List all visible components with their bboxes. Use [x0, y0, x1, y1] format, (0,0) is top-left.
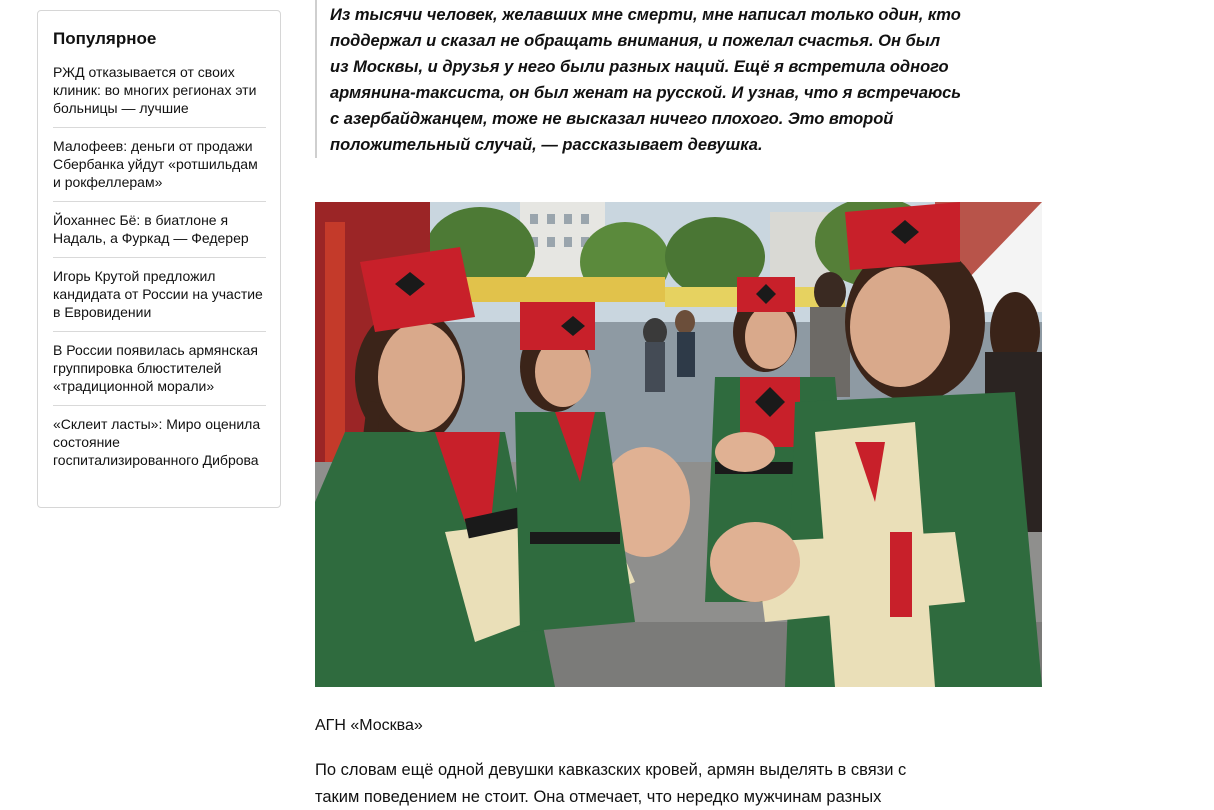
sidebar-title: Популярное	[53, 29, 157, 48]
popular-news-link[interactable]: «Склеит ласты»: Миро оценила состояние госпитализированного Диброва	[53, 416, 261, 468]
article-paragraph: По словам ещё одной девушки кавказских кровей, армян выделять в связи с таким поведением не стоит. Она отмечает, что нередко мужчинам разных	[315, 761, 907, 806]
popular-news-link[interactable]: Малофеев: деньги от продажи Сбербанка уйдут «ротшильдам и рокфеллерам»	[53, 137, 266, 202]
popular-news-link[interactable]: Йоханнес Бё: в биатлоне я Надаль, а Фуркад — Федерер	[53, 211, 266, 258]
popular-sidebar	[37, 10, 281, 508]
photo-credit: АГН «Москва»	[315, 717, 423, 734]
article-quote	[315, 0, 975, 158]
quote-text: Из тысячи человек, желавших мне смерти, мне написал только один, кто поддержал и сказал не обращать внимания, и пожелал счастья. Он был из Москвы, и друзья у него были разных наций. Ещё я встретила одного армянина-таксиста, он был женат на русской. И узнав, что я встречаюсь с азербайджанцем, тоже не высказал ничего плохого. Это второй положительный случай, — рассказывает девушка.	[330, 6, 962, 154]
article-photo	[315, 202, 1042, 687]
popular-news-link[interactable]: РЖД отказывается от своих клиник: во многих регионах эти больницы — лучшие	[53, 63, 266, 128]
popular-list	[53, 63, 266, 479]
popular-news-link[interactable]: Игорь Крутой предложил кандидата от России на участие в Евровидении	[53, 267, 266, 332]
popular-news-link[interactable]: В России появилась армянская группировка блюстителей «традиционной морали»	[53, 341, 266, 406]
